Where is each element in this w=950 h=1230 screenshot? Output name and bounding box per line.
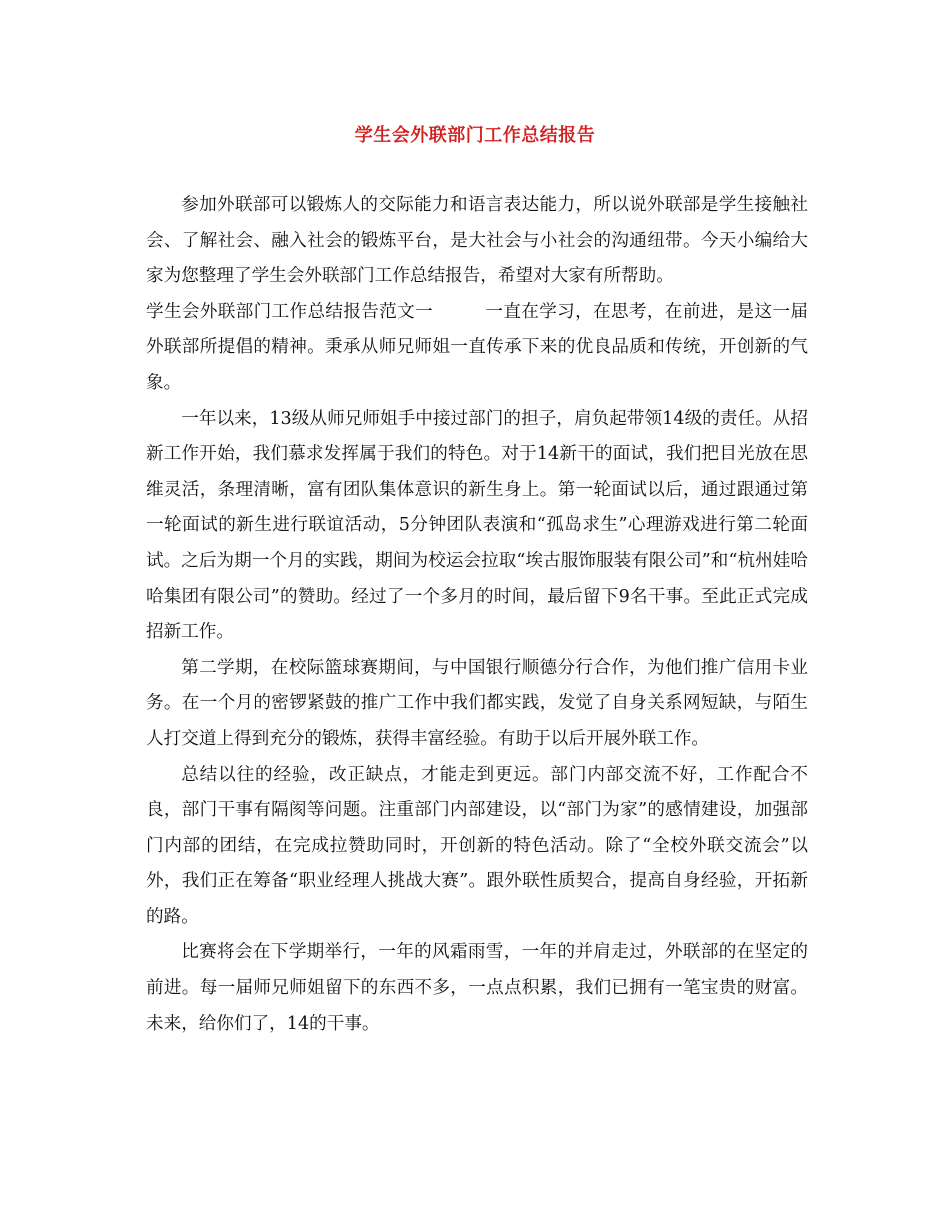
body-paragraph-3: 总结以往的经验，改正缺点，才能走到更远。部门内部交流不好，工作配合不良，部门干事有隔阂等问题。注重部门内部建设，以“部门为家”的感情建设，加强部门内部的团结，在完成拉赞助同时，开创新的特色活动。除了“全校外联交流会”以外，我们正在筹备“职业经理人挑战大赛”。跟外联性质契合，提高自身经验，开拓新的路。 — [146, 764, 808, 927]
body-paragraph-4: 比赛将会在下学期举行，一年的风霜雨雪，一年的并肩走过，外联部的在坚定的前进。每一届师兄师姐留下的东西不多，一点点积累，我们已拥有一笔宝贵的财富。未来，给你们了，14的干事。 — [146, 942, 808, 1034]
document-title: 学生会外联部门工作总结报告 — [354, 125, 596, 146]
sample-heading: 学生会外联部门工作总结报告范文一 — [146, 301, 434, 322]
body-paragraph-2: 第二学期，在校际篮球赛期间，与中国银行顺德分行合作，为他们推广信用卡业务。在一个月的密锣紧鼓的推广工作中我们都实践，发觉了自身关系网短缺，与陌生人打交道上得到充分的锻炼，获得丰富经验。有助于以后开展外联工作。 — [146, 657, 808, 749]
document-body — [146, 188, 808, 1042]
body-paragraph-1: 一年以来，13级从师兄师姐手中接过部门的担子，肩负起带领14级的责任。从招新工作开始，我们慕求发挥属于我们的特色。对于14新干的面试，我们把目光放在思维灵活，条理清晰，富有团队集体意识的新生身上。第一轮面试以后，通过跟通过第一轮面试的新生进行联谊活动，5分钟团队表演和“孤岛求生”心理游戏进行第二轮面试。之后为期一个月的实践，期间为校运会拉取“埃古服饰服装有限公司”和“杭州娃哈哈集团有限公司”的赞助。经过了一个多月的时间，最后留下9名干事。至此正式完成招新工作。 — [146, 408, 808, 643]
sample-opening: 一直在学习，在思考，在前进，是这一届外联部所提倡的精神。秉承从师兄师姐一直传承下来的优良品质和传统，开创新的气象。 — [146, 301, 808, 393]
intro-paragraph: 参加外联部可以锻炼人的交际能力和语言表达能力，所以说外联部是学生接触社会、了解社会、融入社会的锻炼平台，是大社会与小社会的沟通纽带。今天小编给大家为您整理了学生会外联部门工作总结报告，希望对大家有所帮助。 — [146, 195, 808, 287]
sample-paragraph — [146, 295, 808, 402]
